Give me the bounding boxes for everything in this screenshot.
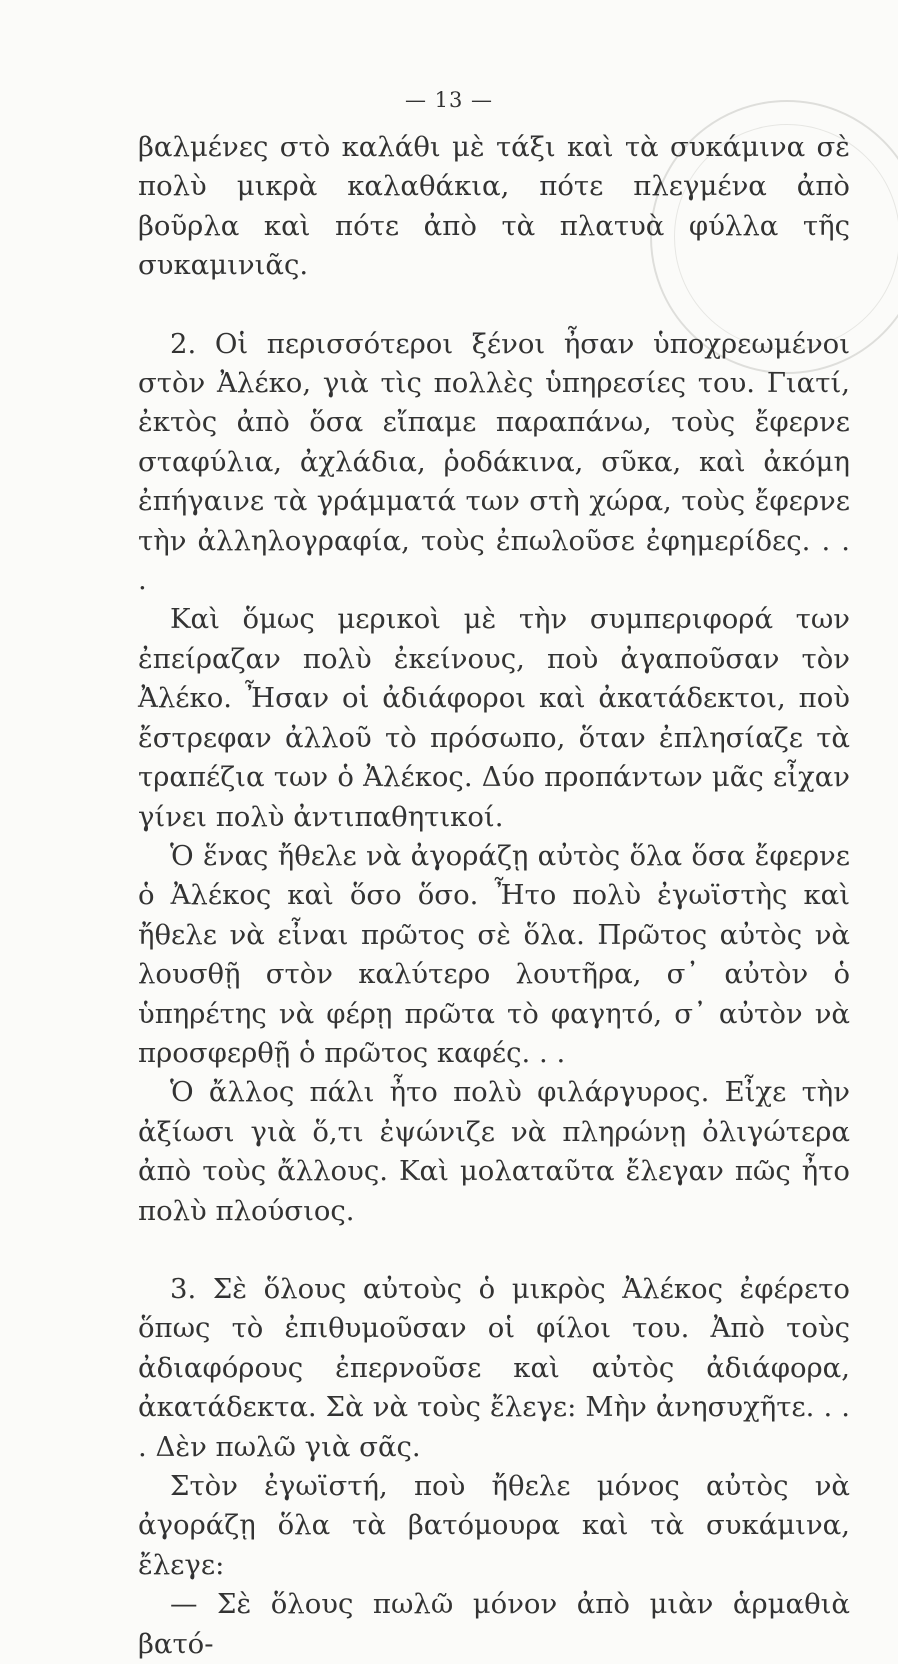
body-text [138, 128, 850, 1664]
paragraph: Ὁ ἄλλος πάλι ἦτο πολὺ φιλάργυρος. Εἶχε τὴν ἀξίωσι γιὰ ὅ,τι ἐψώνιζε νὰ πληρώνῃ ὀλιγώτερα ἀπὸ τοὺς ἄλλους. Καὶ μολαταῦτα ἔλεγαν πῶς ἦτο πολὺ πλούσιος. [138, 1076, 850, 1227]
paragraph: Ὁ ἕνας ἤθελε νὰ ἀγοράζῃ αὐτὸς ὅλα ὅσα ἔφερνε ὁ Ἀλέκος καὶ ὅσο ὅσο. Ἦτο πολὺ ἐγωϊστὴς καὶ ἤθελε νὰ εἶναι πρῶτος σὲ ὅλα. Πρῶτος αὐτὸς νὰ λουσθῇ στὸν καλύτερο λουτῆρα, σ᾽ αὐτὸν ὁ ὑπηρέτης νὰ φέρῃ πρῶτα τὸ φαγητό, σ᾽ αὐτὸν νὰ προσφερθῇ ὁ πρῶτος καφές. . . [138, 839, 850, 1069]
paragraph: — Σὲ ὅλους πωλῶ μόνον ἀπὸ μιὰν ἁρμαθιὰ βατό- [138, 1588, 850, 1660]
paragraph: Καὶ ὅμως μερικοὶ μὲ τὴν συμπεριφορά των ἐπείραζαν πολὺ ἐκείνους, ποὺ ἀγαποῦσαν τὸν Ἀλέκο. Ἦσαν οἱ ἀδιάφοροι καὶ ἀκατάδεκτοι, ποὺ ἔστρεφαν ἀλλοῦ τὸ πρόσωπο, ὅταν ἐπλησίαζε τὰ τραπέζια των ὁ Ἀλέκος. Δύο προπάντων μᾶς εἶχαν γίνει πολὺ ἀντιπαθητικοί. [138, 603, 850, 833]
page-number: — 13 — [404, 88, 494, 112]
paragraph: 3. Σὲ ὅλους αὐτοὺς ὁ μικρὸς Ἀλέκος ἐφέρετο ὅπως τὸ ἐπιθυμοῦσαν οἱ φίλοι του. Ἀπὸ τοὺς ἀδιαφόρους ἐπερνοῦσε καὶ αὐτὸς ἀδιάφορα, ἀκατάδεκτα. Σὰ νὰ τοὺς ἔλεγε: Μὴν ἀνησυχῆτε. . . . Δὲν πωλῶ γιὰ σᾶς. [138, 1272, 850, 1463]
paragraph: βαλμένες στὸ καλάθι μὲ τάξι καὶ τὰ συκάμινα σὲ πολὺ μικρὰ καλαθάκια, πότε πλεγμένα ἀπὸ βοῦρλα καὶ πότε ἀπὸ τὰ πλατυὰ φύλλα τῆς συκαμινιᾶς. [138, 131, 850, 282]
paragraph: 2. Οἱ περισσότεροι ξένοι ἦσαν ὑποχρεωμένοι στὸν Ἀλέκο, γιὰ τὶς πολλὲς ὑπηρεσίες του. Γιατί, ἐκτὸς ἀπὸ ὅσα εἴπαμε παραπάνω, τοὺς ἔφερνε σταφύλια, ἀχλάδια, ῥοδάκινα, σῦκα, καὶ ἀκόμη ἐπήγαινε τὰ γράμματά των στὴ χώρα, τοὺς ἔφερνε τὴν ἀλληλογραφία, τοὺς ἐπωλοῦσε ἐφημερίδες. . . . [138, 327, 850, 597]
paragraph: Στὸν ἐγωϊστή, ποὺ ἤθελε μόνος αὐτὸς νὰ ἀγοράζῃ ὅλα τὰ βατόμουρα καὶ τὰ συκάμινα, ἔλεγε: [138, 1470, 850, 1581]
